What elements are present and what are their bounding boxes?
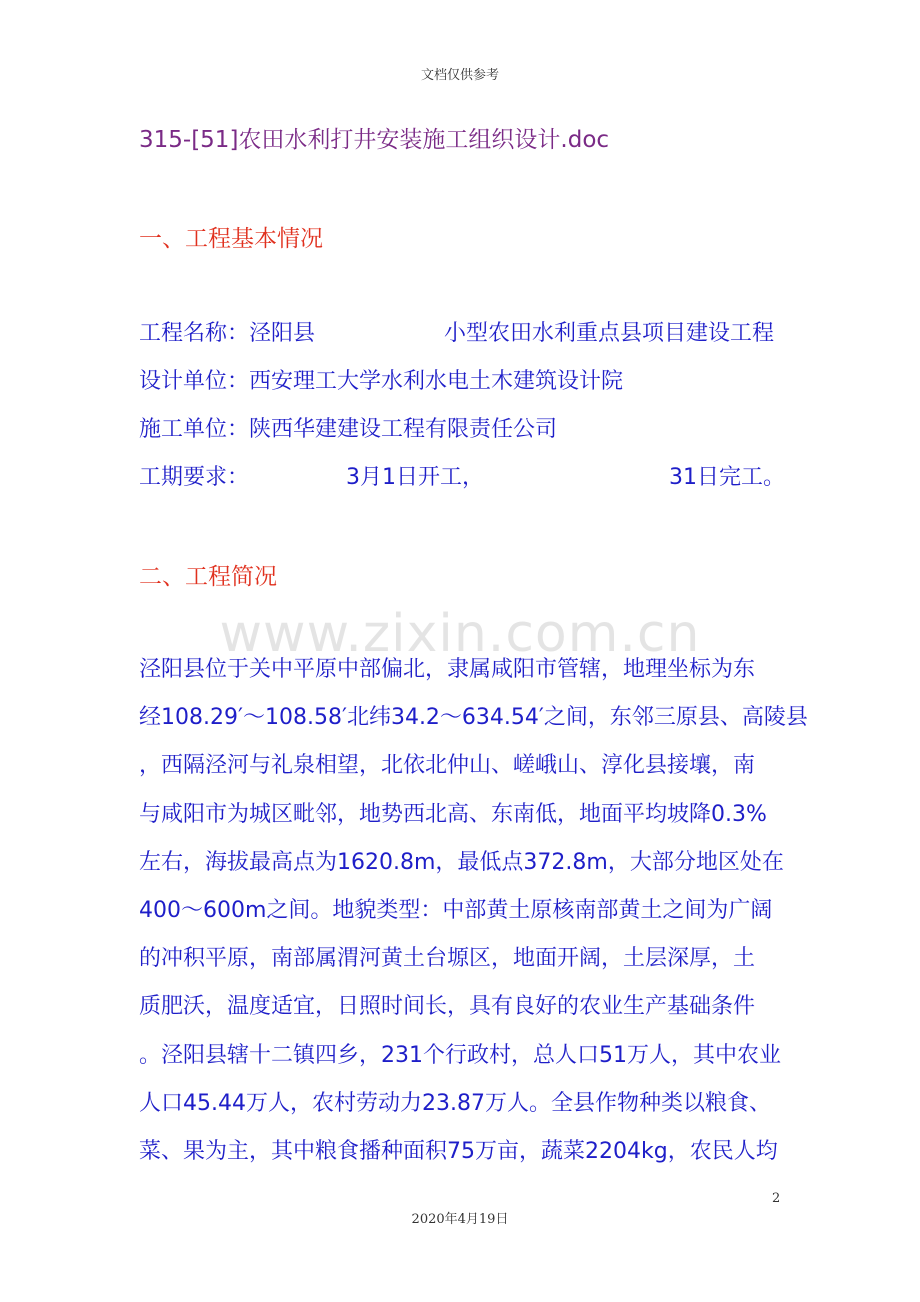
watermark: www.zixin.com.cn — [219, 604, 701, 664]
footer-date: 2020年4月19日 — [411, 1212, 509, 1227]
header-note: 文档仅供参考 — [420, 68, 499, 83]
section-heading-overview: 二、工程简况 — [139, 564, 277, 590]
paragraph-line: 质肥沃，温度适宜，日照时间长，具有良好的农业生产基础条件 — [139, 994, 756, 1020]
schedule-label: 工期要求： — [139, 465, 250, 490]
design-unit-line: 设计单位：西安理工大学水利水电土木建筑设计院 — [139, 369, 624, 394]
paragraph-line: 人口45.44万人，农村劳动力23.87万人。全县作物种类以粮食、 — [139, 1090, 771, 1116]
schedule-start: 3月1日开工， — [346, 465, 484, 490]
paragraph-line: ，西隔泾河与礼泉相望，北依北仲山、嵯峨山、淳化县接壤，南 — [139, 753, 756, 779]
paragraph-line: 400～600m之间。地貌类型：中部黄土原核南部黄土之间为广阔 — [139, 898, 773, 924]
construction-unit-line: 施工单位：陕西华建建设工程有限责任公司 — [139, 417, 558, 442]
overview-paragraph — [139, 646, 808, 1176]
paragraph-line: 与咸阳市为城区毗邻，地势西北高、东南低，地面平均坡降0.3% — [139, 801, 767, 827]
paragraph-line: 的冲积平原，南部属渭河黄土台塬区，地面开阔，土层深厚，土 — [139, 946, 756, 972]
page-number: 2 — [772, 1191, 781, 1206]
paragraph-line: 泾阳县位于关中平原中部偏北，隶属咸阳市管辖，地理坐标为东 — [139, 657, 756, 682]
paragraph-line: 菜、果为主，其中粮食播种面积75万亩，蔬菜2204kg，农民人均 — [139, 1139, 778, 1165]
project-name-label: 工程名称：泾阳县 — [139, 321, 316, 346]
document-title: 315-[51]农田水利打井安装施工组织设计.doc — [139, 127, 610, 153]
paragraph-line: 经108.29′～108.58′北纬34.2～634.54′之间，东邻三原县、高陵县 — [139, 705, 808, 731]
paragraph-line: 左右，海拔最高点为1620.8m，最低点372.8m，大部分地区处在 — [139, 849, 784, 875]
project-name-value: 小型农田水利重点县项目建设工程 — [444, 321, 775, 346]
schedule-end: 31日完工。 — [669, 465, 785, 490]
section-heading-basic-info: 一、工程基本情况 — [139, 226, 323, 252]
paragraph-line: 。泾阳县辖十二镇四乡，231个行政村，总人口51万人，其中农业 — [139, 1042, 781, 1068]
